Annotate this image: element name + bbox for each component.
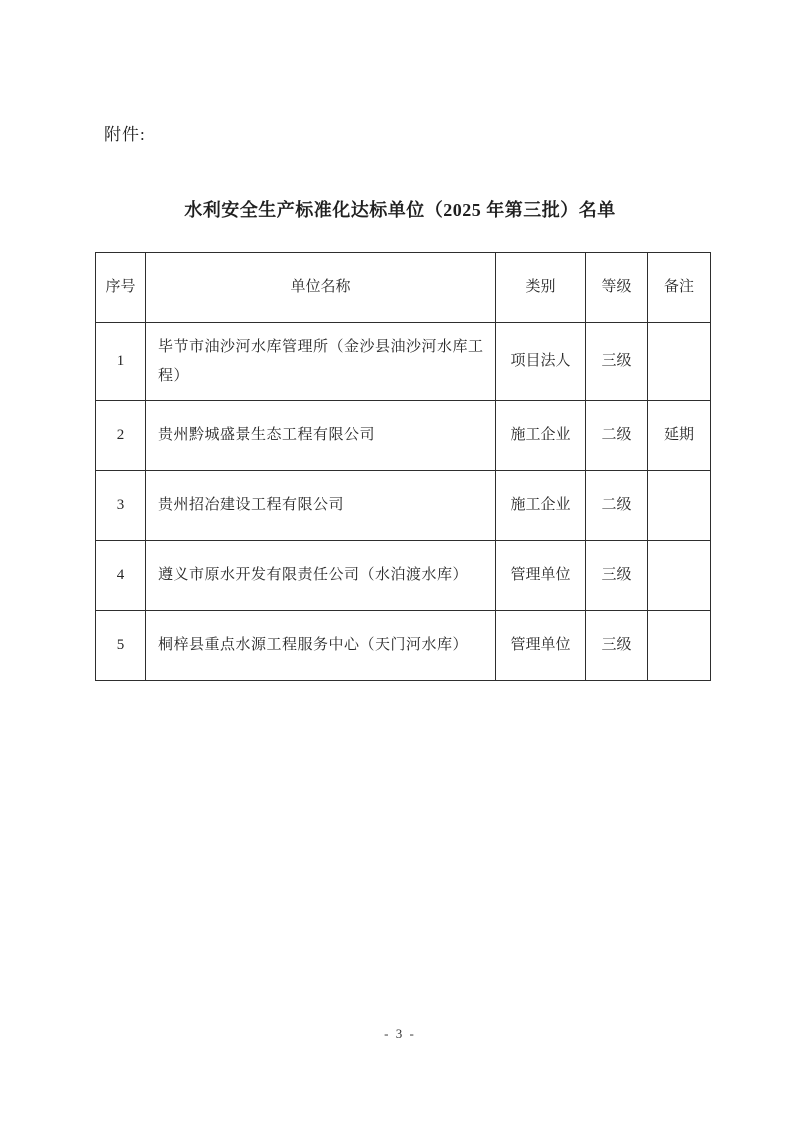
cell-grade: 三级 (586, 541, 648, 611)
cell-category: 管理单位 (496, 611, 586, 681)
table-row (96, 323, 711, 401)
cell-serial: 2 (96, 401, 146, 471)
cell-category: 施工企业 (496, 471, 586, 541)
cell-serial: 1 (96, 323, 146, 401)
cell-grade: 二级 (586, 471, 648, 541)
cell-grade: 三级 (586, 611, 648, 681)
cell-remark (648, 471, 711, 541)
attachment-label: 附件: (104, 125, 146, 144)
cell-remark (648, 323, 711, 401)
cell-name: 贵州黔城盛景生态工程有限公司 (146, 401, 496, 471)
table-row (96, 401, 711, 471)
cell-category: 管理单位 (496, 541, 586, 611)
table-row (96, 471, 711, 541)
table-header-row (96, 253, 711, 323)
cell-serial: 3 (96, 471, 146, 541)
table-row (96, 611, 711, 681)
cell-name: 遵义市原水开发有限责任公司（水泊渡水库） (146, 541, 496, 611)
cell-serial: 4 (96, 541, 146, 611)
cell-category: 项目法人 (496, 323, 586, 401)
cell-serial: 5 (96, 611, 146, 681)
header-cell-remark: 备注 (648, 253, 711, 323)
cell-name: 贵州招冶建设工程有限公司 (146, 471, 496, 541)
cell-remark (648, 541, 711, 611)
cell-name: 毕节市油沙河水库管理所（金沙县油沙河水库工程） (146, 323, 496, 401)
header-cell-serial: 序号 (96, 253, 146, 323)
table-row (96, 541, 711, 611)
page-title: 水利安全生产标准化达标单位（2025 年第三批）名单 (184, 200, 616, 220)
cell-name: 桐梓县重点水源工程服务中心（天门河水库） (146, 611, 496, 681)
cell-remark (648, 611, 711, 681)
cell-grade: 三级 (586, 323, 648, 401)
header-cell-grade: 等级 (586, 253, 648, 323)
page-number: - 3 - (384, 1026, 416, 1041)
cell-category: 施工企业 (496, 401, 586, 471)
cell-remark: 延期 (648, 401, 711, 471)
header-cell-category: 类别 (496, 253, 586, 323)
cell-grade: 二级 (586, 401, 648, 471)
header-cell-name: 单位名称 (146, 253, 496, 323)
units-table (95, 252, 711, 681)
